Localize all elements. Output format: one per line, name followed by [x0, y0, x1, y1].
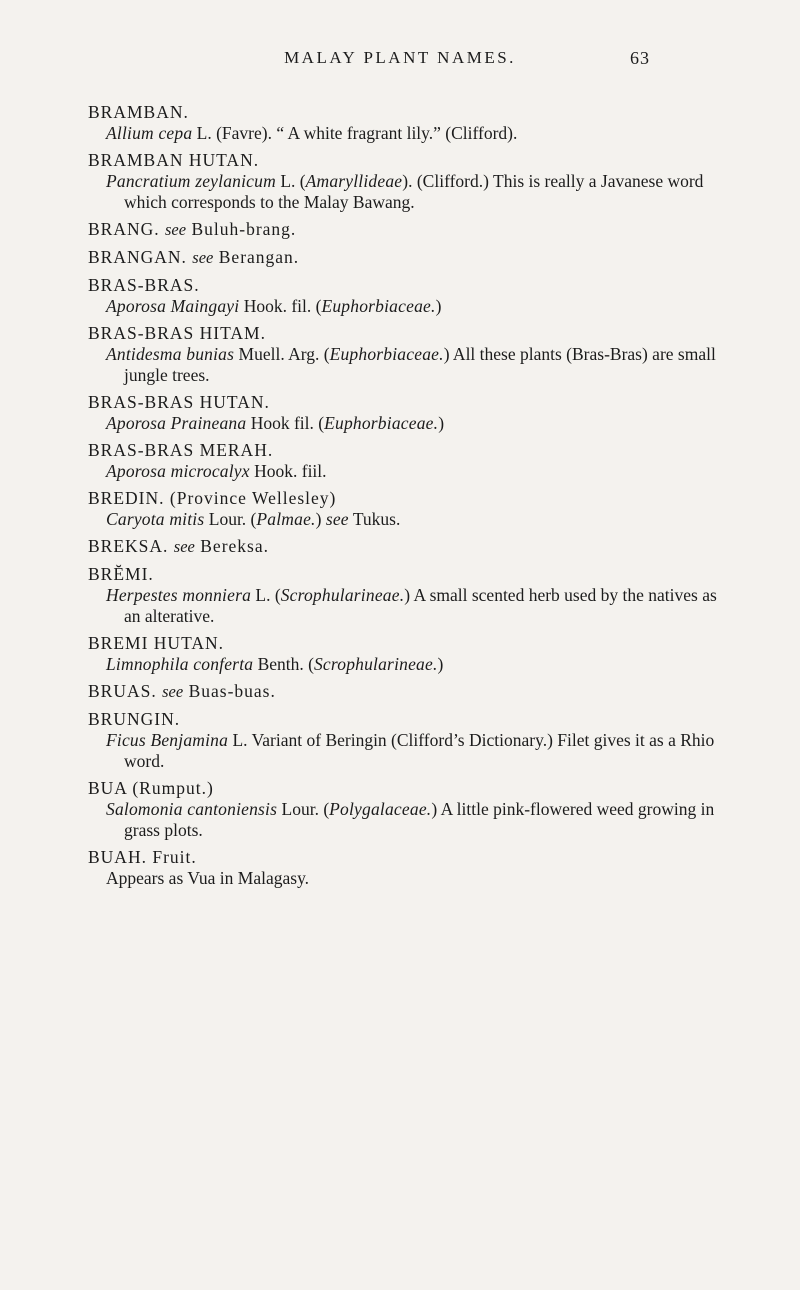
dictionary-entry — [88, 241, 728, 269]
dictionary-entries — [88, 101, 728, 889]
entry-headword: BRAS-BRAS HUTAN. — [88, 392, 270, 412]
dictionary-entry — [88, 269, 728, 317]
dictionary-entry — [88, 772, 728, 841]
dictionary-entry — [88, 101, 728, 144]
entry-headword: BRUNGIN. — [88, 709, 181, 729]
page-number: 63 — [630, 48, 650, 68]
italic-term: Euphorbiaceae. — [324, 413, 439, 433]
italic-term: Euphorbiaceae. — [329, 344, 444, 364]
entry-headword: BRAS-BRAS HITAM. — [88, 323, 266, 343]
entry-headword: BRAMBAN. — [88, 102, 189, 122]
dictionary-entry — [88, 841, 728, 889]
entry-headword: BRAS-BRAS MERAH. — [88, 440, 274, 460]
entry-headword: BRANG. see Buluh-brang. — [88, 219, 297, 239]
italic-term: Aporosa Maingayi — [106, 296, 240, 316]
italic-term: Caryota mitis — [106, 509, 205, 529]
dictionary-entry — [88, 558, 728, 627]
entry-headword: BREKSA. see Bereksa. — [88, 536, 269, 556]
entry-headword: BRUAS. see Buas-buas. — [88, 681, 276, 701]
entry-headword: BUAH. Fruit. — [88, 847, 197, 867]
entry-definition: Ficus Benjamina L. Variant of Beringin (Clifford’s Dictionary.) Filet gives it as a Rhio word. — [106, 730, 715, 771]
headword-italic: see — [165, 220, 187, 239]
italic-term: Palmae. — [256, 509, 316, 529]
entry-definition: Aporosa microcalyx Hook. fiil. — [106, 461, 327, 481]
italic-term: Polygalaceae. — [329, 799, 432, 819]
running-head: MALAY PLANT NAMES. — [284, 48, 516, 67]
italic-term: Limnophila conferta — [106, 654, 254, 674]
entry-headword: BREMI HUTAN. — [88, 633, 225, 653]
entry-definition: Limnophila conferta Benth. (Scrophularineae.) — [106, 654, 444, 674]
entry-definition: Allium cepa L. (Favre). “ A white fragrant lily.” (Clifford). — [106, 123, 518, 143]
dictionary-entry — [88, 627, 728, 675]
dictionary-entry — [88, 482, 728, 530]
entry-headword: BRANGAN. see Berangan. — [88, 247, 300, 267]
entry-definition: Pancratium zeylanicum L. (Amaryllideae). (Clifford.) This is really a Javanese word which corresponds to the Malay Bawang. — [106, 171, 704, 212]
italic-term: Pancratium zeylanicum — [106, 171, 276, 191]
dictionary-entry — [88, 703, 728, 772]
entry-definition: Appears as Vua in Malagasy. — [106, 868, 310, 888]
italic-term: Euphorbiaceae. — [321, 296, 436, 316]
italic-term: Aporosa Praineana — [106, 413, 247, 433]
entry-headword: BRAMBAN HUTAN. — [88, 150, 260, 170]
entry-definition: Antidesma bunias Muell. Arg. (Euphorbiaceae.) All these plants (Bras-Bras) are small jungle trees. — [106, 344, 716, 385]
italic-term: Aporosa microcalyx — [106, 461, 250, 481]
entry-definition: Herpestes monniera L. (Scrophularineae.) A small scented herb used by the natives as an alterative. — [106, 585, 717, 626]
headword-italic: see — [173, 537, 195, 556]
italic-term: Herpestes monniera — [106, 585, 252, 605]
italic-term: Amaryllideae — [305, 171, 403, 191]
dictionary-entry — [88, 213, 728, 241]
dictionary-entry — [88, 675, 728, 703]
italic-term: see — [325, 509, 349, 529]
entry-headword: BREDIN. (Province Wellesley) — [88, 488, 337, 508]
italic-term: Allium cepa — [106, 123, 193, 143]
dictionary-entry — [88, 434, 728, 482]
page-header — [0, 48, 800, 74]
headword-italic: see — [192, 248, 214, 267]
dictionary-entry — [88, 317, 728, 386]
italic-term: Ficus Benjamina — [106, 730, 229, 750]
headword-italic: see — [162, 682, 184, 701]
italic-term: Scrophularineae. — [280, 585, 405, 605]
entry-headword: BUA (Rumput.) — [88, 778, 214, 798]
entry-definition: Aporosa Praineana Hook fil. (Euphorbiaceae.) — [106, 413, 445, 433]
entry-headword: BRĔMI. — [88, 564, 154, 584]
dictionary-entry — [88, 144, 728, 213]
entry-definition: Aporosa Maingayi Hook. fil. (Euphorbiaceae.) — [106, 296, 442, 316]
dictionary-entry — [88, 530, 728, 558]
entry-definition: Caryota mitis Lour. (Palmae.) see Tukus. — [106, 509, 401, 529]
entry-headword: BRAS-BRAS. — [88, 275, 200, 295]
entry-definition: Salomonia cantoniensis Lour. (Polygalaceae.) A little pink-flowered weed growing in grass plots. — [106, 799, 715, 840]
italic-term: Salomonia cantoniensis — [106, 799, 278, 819]
dictionary-entry — [88, 386, 728, 434]
italic-term: Scrophularineae. — [313, 654, 438, 674]
italic-term: Antidesma bunias — [106, 344, 235, 364]
